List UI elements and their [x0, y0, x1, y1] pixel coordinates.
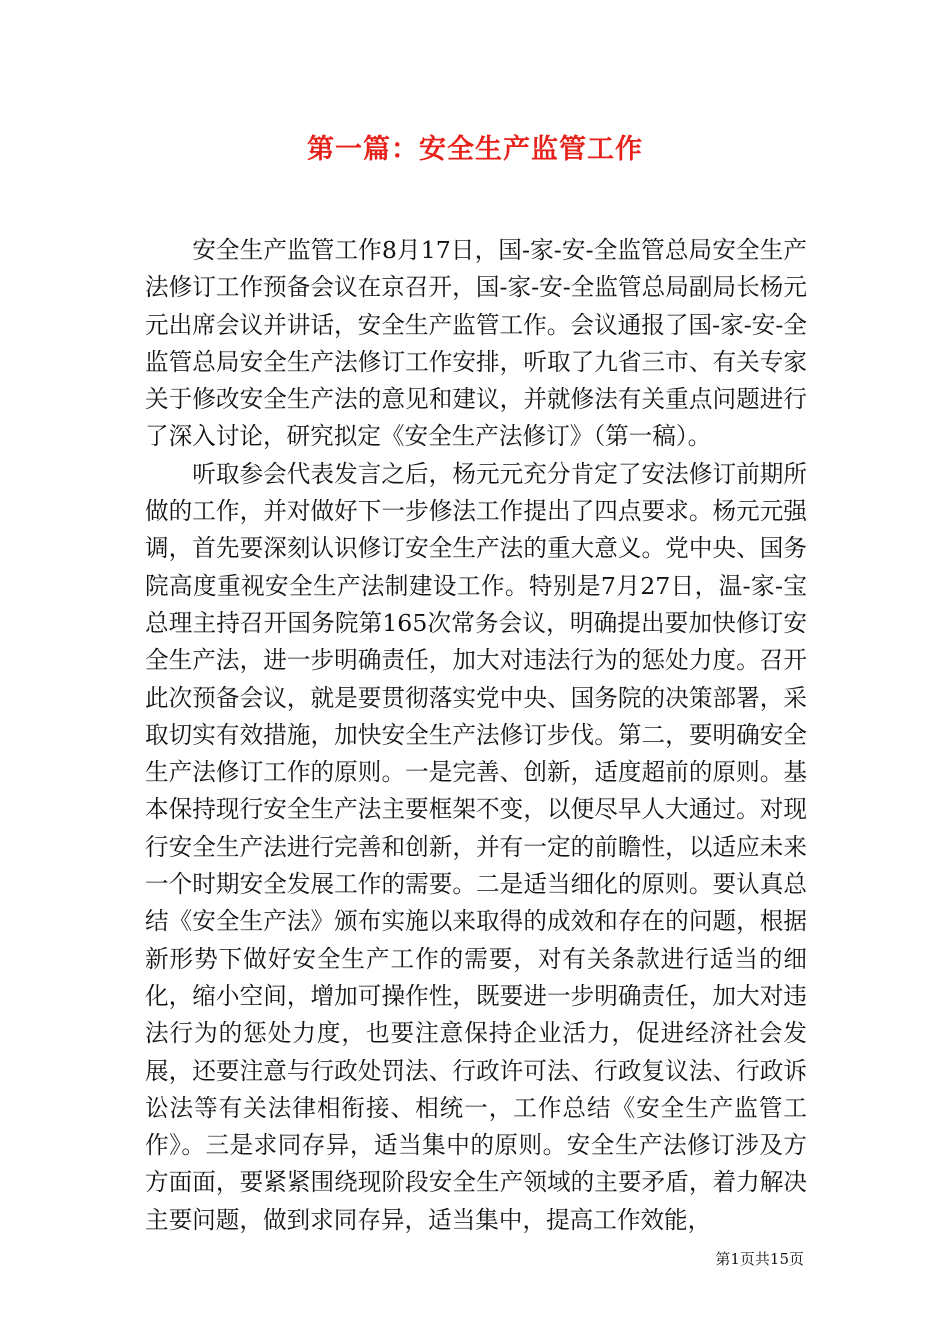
paragraph-1: 安全生产监管工作8月17日，国-家-安-全监管总局安全生产法修订工作预备会议在京召开，国-家-安-全监管总局副局长杨元元出席会议并讲话，安全生产监管工作。会议通报了国-家-安-全监管总局安全生产法修订工作安排，听取了九省三市、有关专家关于修改安全生产法的意见和建议，并就修法有关重点问题进行了深入讨论，研究拟定《安全生产法修订》（第一稿）。	[145, 236, 807, 451]
page-number: 第1页共15页	[715, 1250, 804, 1268]
paragraph-2: 听取参会代表发言之后，杨元元充分肯定了安法修订前期所做的工作，并对做好下一步修法工作提出了四点要求。杨元元强调，首先要深刻认识修订安全生产法的重大意义。党中央、国务院高度重视安全生产法制建设工作。特别是7月27日，温-家-宝总理主持召开国务院第165次常务会议，明确提出要加快修订安全生产法，进一步明确责任，加大对违法行为的惩处力度。召开此次预备会议，就是要贯彻落实党中央、国务院的决策部署，采取切实有效措施，加快安全生产法修订步伐。第二，要明确安全生产法修订工作的原则。一是完善、创新，适度超前的原则。基本保持现行安全生产法主要框架不变，以便尽早人大通过。对现行安全生产法进行完善和创新，并有一定的前瞻性，以适应未来一个时期安全发展工作的需要。二是适当细化的原则。要认真总结《安全生产法》颁布实施以来取得的成效和存在的问题，根据新形势下做好安全生产工作的需要，对有关条款进行适当的细化，缩小空间，增加可操作性，既要进一步明确责任，加大对违法行为的惩处力度，也要注意保持企业活力，促进经济社会发展，还要注意与行政处罚法、行政许可法、行政复议法、行政诉讼法等有关法律相衔接、相统一，工作总结《安全生产监管工作》。三是求同存异，适当集中的原则。安全生产法修订涉及方方面面，要紧紧围绕现阶段安全生产领域的主要矛盾，着力解决主要问题，做到求同存异，适当集中，提高工作效能，	[145, 459, 807, 1234]
document-body	[145, 232, 807, 1239]
document-title: 第一篇：安全生产监管工作	[307, 134, 643, 165]
